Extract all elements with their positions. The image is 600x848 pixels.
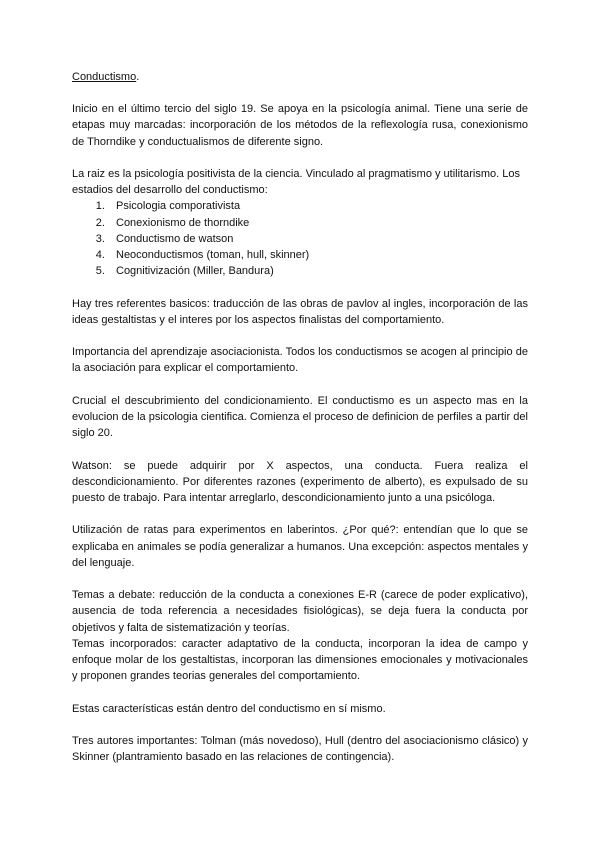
document-title: Conductismo — [72, 71, 137, 83]
paragraph-incorporated: Temas incorporados: caracter adaptativo de la conducta, incorporan la idea de campo y enfoque molar de los gestaltistas, incorporan las dimensiones emocionales y motivacionales y proponen grandes teorias generales del comportamiento. — [72, 637, 528, 683]
paragraph-conditioning: Crucial el descubrimiento del condicionamiento. El conductismo es un aspecto mas en la evolucion de la psicologia cientifica. Comienza el proceso de definicion de perfiles a partir del siglo 20. — [72, 394, 528, 440]
paragraph-rats: Utilización de ratas para experimentos en laberintos. ¿Por qué?: entendían que lo que se explicaba en animales se podía generalizar a humanos. Una excepción: aspectos mentales y del lenguaje. — [72, 524, 528, 569]
list-item: 1. Psicologia comporativista — [108, 198, 528, 214]
paragraph-references: Hay tres referentes basicos: traducción de las obras de pavlov al ingles, incorporación de las ideas gestaltistas y el interes por los aspectos finalistas del comportamiento. — [72, 297, 528, 326]
paragraph-characteristics: Estas características están dentro del conductismo en sí mismo. — [72, 702, 386, 715]
document-title-period: . — [136, 71, 140, 83]
document-title-line — [72, 69, 528, 85]
paragraph-debate: Temas a debate: reducción de la conducta a conexiones E-R (carece de poder explicativo), ausencia de toda referencia a necesidades fisiológicas), se deja fuera la conducta por objetivos y falta de sistematización y teorías. — [72, 589, 528, 634]
list-item: 2. Conexionismo de thorndike — [108, 215, 528, 231]
document-page — [72, 69, 528, 782]
list-item: 3. Conductismo de watson — [108, 231, 528, 247]
paragraph-watson: Watson: se puede adquirir por X aspectos, una conducta. Fuera realiza el descondicionamiento. Por diferentes razones (experimento de alberto), es expulsado de su puesto de trabajo. Para intentar arreglarlo, descondicionamiento junto a una psicóloga. — [72, 459, 528, 504]
paragraph-origin: Inicio en el último tercio del siglo 19. Se apoya en la psicología animal. Tiene una serie de etapas muy marcadas: incorporación de los métodos de la reflexología rusa, conexionismo de Thorndike y conductualismos de diferente signo. — [72, 103, 528, 148]
paragraph-roots: La raiz es la psicología positivista de la ciencia. Vinculado al pragmatismo y utilitarismo. Los estadios del desarrollo del conductismo: — [72, 168, 520, 197]
paragraph-associationism: Importancia del aprendizaje asociacionista. Todos los conductismos se acogen al principio de la asociación para explicar el comportamiento. — [72, 346, 528, 375]
stages-list — [72, 198, 528, 279]
list-item: 4. Neoconductismos (toman, hull, skinner) — [108, 247, 528, 263]
paragraph-authors: Tres autores importantes: Tolman (más novedoso), Hull (dentro del asociacionismo clásico) y Skinner (plantramiento basado en las relaciones de contingencia). — [72, 734, 528, 764]
list-item: 5. Cognitivización (Miller, Bandura) — [108, 263, 528, 279]
